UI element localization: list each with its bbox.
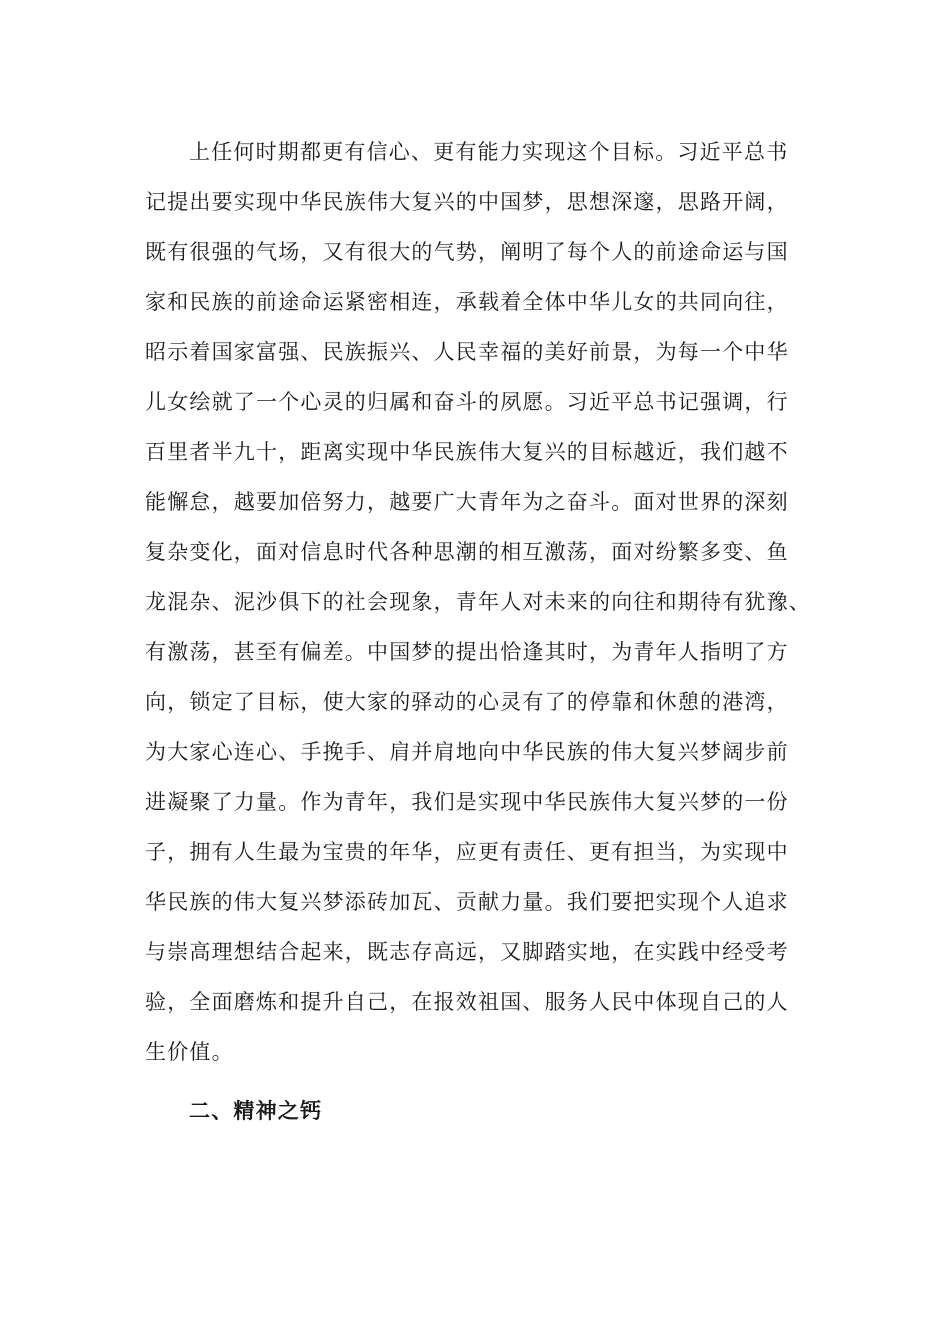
paragraph-line: 百里者半九十，距离实现中华民族伟大复兴的目标越近，我们越不 <box>145 440 789 464</box>
body-paragraph <box>145 134 815 1084</box>
paragraph-line: 为大家心连心、手挽手、肩并肩地向中华民族的伟大复兴梦阔步前 <box>145 740 789 764</box>
paragraph-line: 华民族的伟大复兴梦添砖加瓦、贡献力量。我们要把实现个人追求 <box>145 890 789 914</box>
paragraph-line: 子，拥有人生最为宝贵的年华，应更有责任、更有担当，为实现中 <box>145 840 789 864</box>
paragraph-line: 复杂变化，面对信息时代各种思潮的相互激荡，面对纷繁多变、鱼 <box>145 540 789 564</box>
paragraph-line: 能懈怠，越要加倍努力，越要广大青年为之奋斗。面对世界的深刻 <box>145 490 789 514</box>
paragraph-line: 上任何时期都更有信心、更有能力实现这个目标。习近平总书 <box>189 140 789 164</box>
paragraph-line: 昭示着国家富强、民族振兴、人民幸福的美好前景，为每一个中华 <box>145 340 789 364</box>
paragraph-line: 与崇高理想结合起来，既志存高远，又脚踏实地，在实践中经受考 <box>145 940 789 964</box>
paragraph-line: 龙混杂、泥沙俱下的社会现象，青年人对未来的向往和期待有犹豫、 <box>145 590 811 614</box>
paragraph-line: 家和民族的前途命运紧密相连，承载着全体中华儿女的共同向往， <box>145 290 789 314</box>
paragraph-line: 儿女绘就了一个心灵的归属和奋斗的夙愿。习近平总书记强调，行 <box>145 390 789 414</box>
paragraph-line: 向，锁定了目标，使大家的驿动的心灵有了的停靠和休憩的港湾， <box>145 690 789 714</box>
paragraph-line: 生价值。 <box>145 1040 234 1064</box>
section-heading: 二、精神之钙 <box>189 1098 323 1123</box>
paragraph-line: 进凝聚了力量。作为青年，我们是实现中华民族伟大复兴梦的一份 <box>145 790 789 814</box>
paragraph-line: 记提出要实现中华民族伟大复兴的中国梦，思想深邃，思路开阔， <box>145 190 789 214</box>
paragraph-line: 既有很强的气场，又有很大的气势，阐明了每个人的前途命运与国 <box>145 240 789 264</box>
paragraph-line: 有激荡，甚至有偏差。中国梦的提出恰逢其时，为青年人指明了方 <box>145 640 789 664</box>
paragraph-line: 验，全面磨炼和提升自己，在报效祖国、服务人民中体现自己的人 <box>145 990 789 1014</box>
